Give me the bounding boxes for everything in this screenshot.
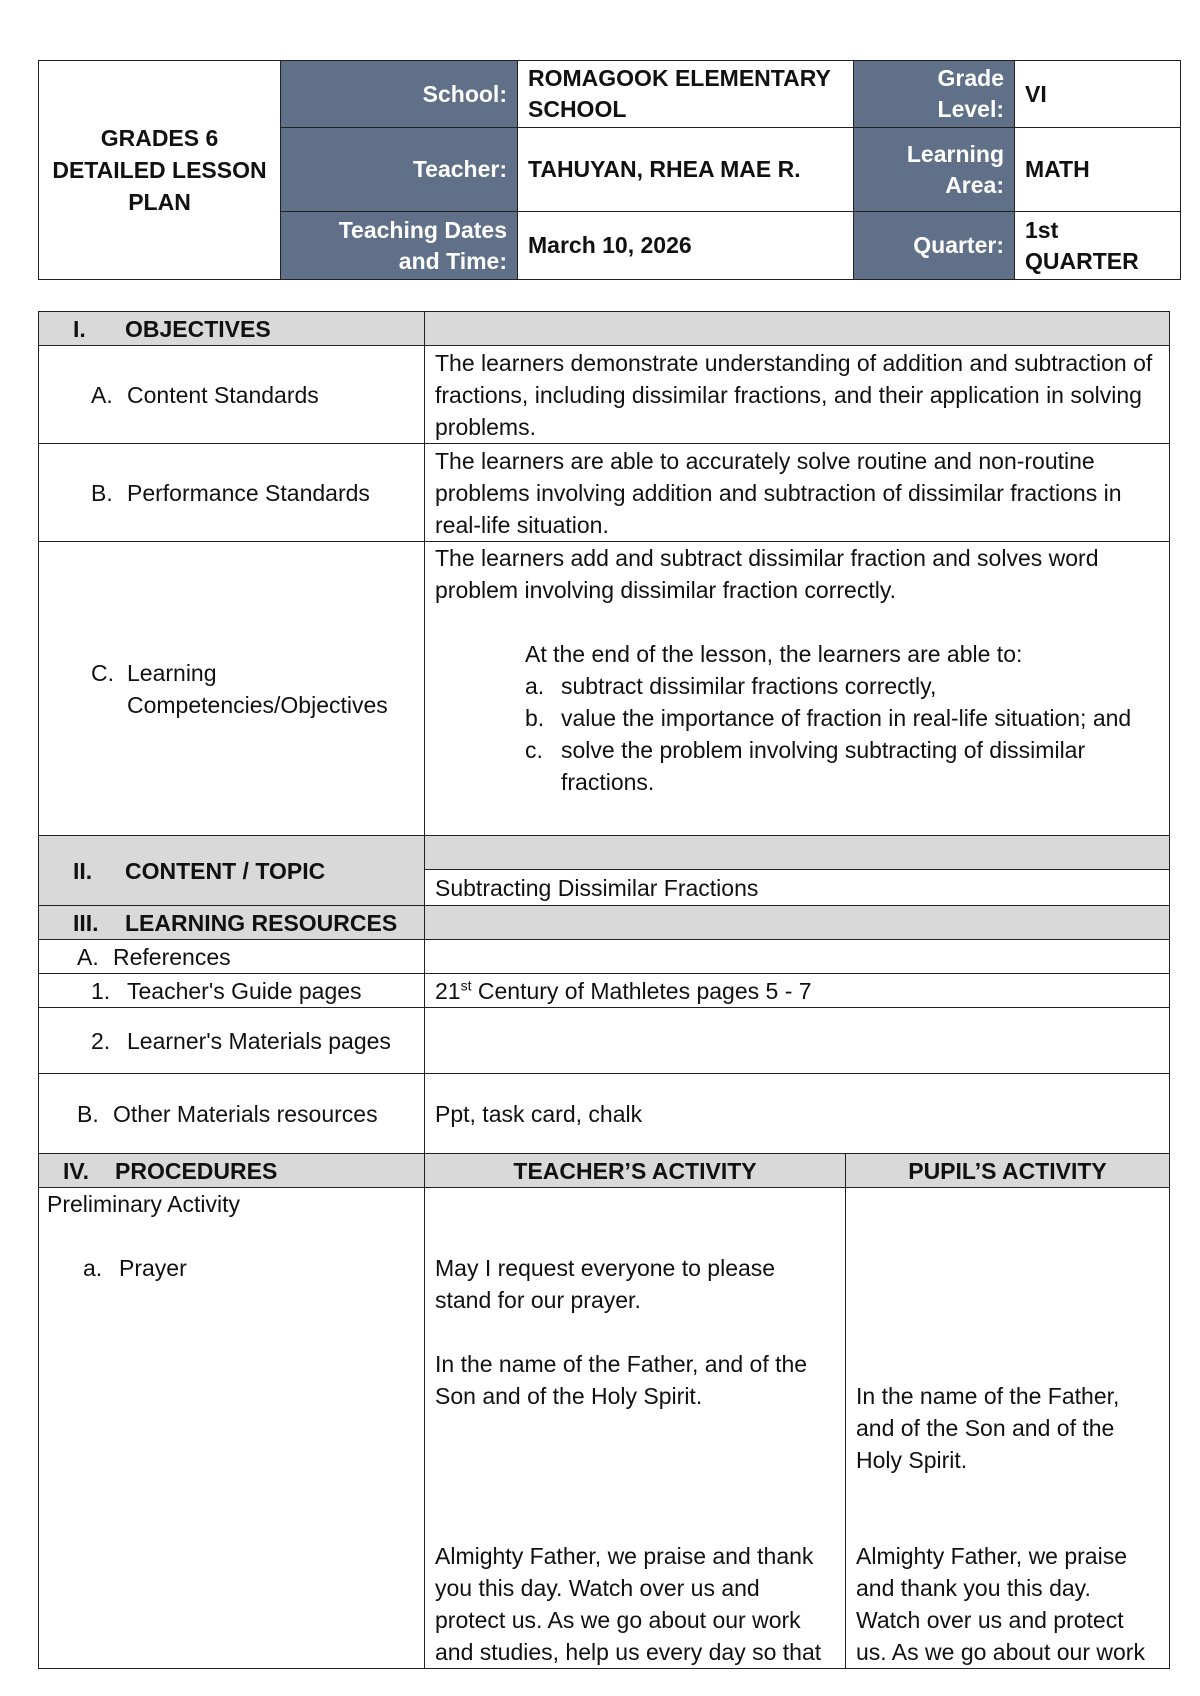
- teaching-dates-value: March 10, 2026: [518, 212, 854, 280]
- quarter-value-line: 1st: [1025, 216, 1059, 243]
- content-standards-text: The learners demonstrate understanding of addition and subtraction of fractions, including dissimilar fractions, and their application in solving problems.: [425, 346, 1170, 444]
- teaching-dates-label-line: Teaching Dates: [338, 216, 507, 243]
- grade-level-label-line: Level:: [937, 96, 1004, 122]
- item-label: Performance Standards: [127, 479, 370, 506]
- item-letter: A.: [77, 943, 99, 970]
- pupil-activity-text: In the name of the Father, and of the Son and of the Holy Spirit.: [856, 1383, 1120, 1473]
- quarter-value: [1015, 212, 1181, 280]
- item-label: Competencies/Objectives: [127, 691, 388, 718]
- topic-text: Subtracting Dissimilar Fractions: [425, 870, 1170, 906]
- section-heading-procedures: [39, 1154, 425, 1188]
- teaching-dates-label: [281, 212, 518, 280]
- section-title: OBJECTIVES: [125, 315, 271, 342]
- learning-area-value: MATH: [1015, 128, 1181, 212]
- preliminary-activity-row: [39, 1188, 1170, 1669]
- preliminary-activity-title: Preliminary Activity: [47, 1191, 240, 1217]
- school-value-line: ROMAGOOK ELEMENTARY: [528, 65, 831, 91]
- item-number: 2.: [91, 1027, 111, 1054]
- grade-level-label-line: Grade: [937, 65, 1004, 91]
- item-letter: c.: [525, 737, 543, 763]
- section-row-objectives: [39, 312, 1170, 346]
- list-item: [525, 670, 1159, 702]
- section-row-procedures: [39, 1154, 1170, 1188]
- list-item: [525, 734, 1159, 798]
- section-heading-fill: [425, 906, 1170, 940]
- teachers-guide-label: [39, 974, 425, 1008]
- learning-area-label-line: Area:: [945, 171, 1004, 198]
- teacher-activity-text: May I request everyone to please stand for our prayer.: [435, 1255, 776, 1313]
- item-label: Learning: [127, 659, 217, 686]
- preliminary-activity-label: [39, 1188, 425, 1669]
- teacher-value: TAHUYAN, RHEA MAE R.: [518, 128, 854, 212]
- item-letter: A.: [91, 381, 113, 408]
- section-number: I.: [73, 315, 86, 342]
- section-heading-fill: [425, 836, 1170, 870]
- performance-standards-label: [39, 444, 425, 542]
- teacher-label: Teacher:: [281, 128, 518, 212]
- competencies-row: [39, 542, 1170, 836]
- other-materials-label: [39, 1074, 425, 1154]
- references-label: [39, 940, 425, 974]
- section-title: CONTENT / TOPIC: [125, 857, 326, 884]
- other-materials-row: [39, 1074, 1170, 1154]
- performance-standards-row: [39, 444, 1170, 542]
- lesson-plan-table: [38, 311, 1170, 1669]
- learners-materials-row: [39, 1008, 1170, 1074]
- section-number: IV.: [63, 1157, 90, 1184]
- item-number: 1.: [91, 977, 111, 1004]
- section-number: III.: [73, 909, 99, 936]
- item-letter: C.: [91, 659, 114, 686]
- quarter-value-line: QUARTER: [1025, 247, 1139, 274]
- school-value: [518, 61, 854, 128]
- quarter-label: Quarter:: [854, 212, 1015, 280]
- plan-title-line: DETAILED LESSON: [52, 157, 267, 183]
- list-item: [525, 702, 1159, 734]
- references-row: [39, 940, 1170, 974]
- item-label: References: [113, 943, 231, 970]
- performance-standards-text: The learners are able to accurately solve routine and non-routine problems involving addition and subtraction of dissimilar fractions in real-life situation.: [425, 444, 1170, 542]
- competencies-summary: The learners add and subtract dissimilar fraction and solves word problem involving dissimilar fraction correctly.: [435, 545, 1099, 603]
- teaching-dates-label-line: and Time:: [398, 247, 507, 274]
- section-heading-content: [39, 836, 425, 906]
- school-label: School:: [281, 61, 518, 128]
- value-part: Century of Mathletes pages 5 - 7: [471, 977, 812, 1004]
- section-heading-fill: [425, 312, 1170, 346]
- learners-materials-label: [39, 1008, 425, 1074]
- item-letter: B.: [77, 1100, 99, 1127]
- item-label: Teacher's Guide pages: [127, 977, 362, 1004]
- teacher-activity-cell: [425, 1188, 846, 1669]
- pupil-activity-cell: [846, 1188, 1170, 1669]
- content-standards-row: [39, 346, 1170, 444]
- learning-area-label: [854, 128, 1015, 212]
- item-label: Prayer: [119, 1255, 187, 1281]
- references-value: [425, 940, 1170, 974]
- other-materials-value: Ppt, task card, chalk: [425, 1074, 1170, 1154]
- value-superscript: st: [460, 976, 472, 993]
- teacher-activity-header: TEACHER’S ACTIVITY: [425, 1154, 846, 1188]
- plan-title-line: GRADES 6: [100, 125, 219, 151]
- section-number: II.: [73, 857, 93, 884]
- objectives-list: [525, 670, 1159, 798]
- competencies-text: [425, 542, 1170, 836]
- objectives-intro: At the end of the lesson, the learners are able to:: [525, 641, 1023, 667]
- item-label: Content Standards: [127, 381, 319, 408]
- grade-level-label: [854, 61, 1015, 128]
- grade-level-value: VI: [1015, 61, 1181, 128]
- section-heading-objectives: [39, 312, 425, 346]
- item-letter: a.: [525, 673, 545, 699]
- pupil-activity-header: PUPIL’S ACTIVITY: [846, 1154, 1170, 1188]
- competencies-label: [39, 542, 425, 836]
- list-item-text: solve the problem involving subtracting of dissimilar fractions.: [561, 737, 1086, 795]
- item-label: Learner's Materials pages: [127, 1027, 391, 1054]
- item-label: Other Materials resources: [113, 1100, 378, 1127]
- teacher-activity-text: In the name of the Father, and of the Son and of the Holy Spirit.: [435, 1351, 808, 1409]
- item-letter: B.: [91, 479, 113, 506]
- teacher-activity-text: Almighty Father, we praise and thank you this day. Watch over us and protect us. As we go about our work and studies, help us every day so that: [435, 1543, 822, 1665]
- section-title: PROCEDURES: [115, 1157, 278, 1184]
- section-row-resources: [39, 906, 1170, 940]
- learners-materials-value: [425, 1008, 1170, 1074]
- learning-area-label-line: Learning: [906, 140, 1004, 167]
- list-item-text: subtract dissimilar fractions correctly,: [561, 673, 937, 699]
- school-value-line: SCHOOL: [528, 96, 627, 122]
- content-standards-label: [39, 346, 425, 444]
- value-part: 21: [435, 977, 461, 1004]
- pupil-activity-text: Almighty Father, we praise and thank you this day. Watch over us and protect us. As we go about our work: [856, 1543, 1145, 1665]
- section-title: LEARNING RESOURCES: [125, 909, 398, 936]
- lesson-plan-header: [38, 60, 1181, 280]
- section-row-content: [39, 836, 1170, 870]
- section-heading-resources: [39, 906, 425, 940]
- item-letter: a.: [83, 1255, 103, 1281]
- plan-title: [39, 61, 281, 280]
- item-letter: b.: [525, 705, 545, 731]
- teachers-guide-row: [39, 974, 1170, 1008]
- plan-title-line: PLAN: [128, 189, 191, 215]
- list-item-text: value the importance of fraction in real-life situation; and: [561, 705, 1132, 731]
- teachers-guide-value: [425, 974, 1170, 1008]
